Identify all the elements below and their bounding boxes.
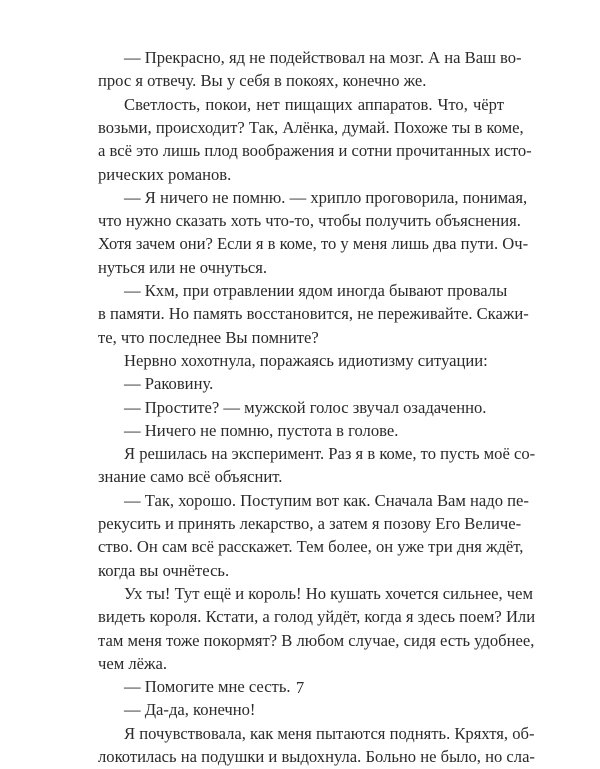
text-line: там меня тоже покормят? В любом случае, сидя есть удобнее, — [98, 630, 535, 650]
text-line: видеть короля. Кстати, а голод уйдёт, когда я здесь поем? Или — [98, 607, 536, 627]
text-line: — Помогите мне сесть. — [124, 677, 291, 697]
text-line: рических романов. — [98, 164, 232, 184]
text-line: Я почувствовала, как меня пытаются поднять. Кряхтя, об- — [124, 723, 535, 743]
text-line: Хотя зачем они? Если я в коме, то у меня лишь два пути. Оч- — [98, 234, 529, 254]
text-line: рекусить и принять лекарство, а затем я позову Его Величе- — [98, 514, 522, 533]
text-line: возьми, происходит? Так, Алёнка, думай. Похоже ты в коме, — [98, 117, 524, 137]
text-line: — Да-да, конечно! — [124, 700, 256, 720]
text-line: локотилась на подушки и выдохнула. Больно не было, но сла- — [98, 747, 535, 766]
text-line: те, что последнее Вы помните? — [98, 327, 319, 347]
text-line: Светлость, покои, нет пищащих аппаратов. Что, чёрт — [124, 94, 504, 114]
text-line: — Так, хорошо. Поступим вот как. Сначала Вам надо пе- — [124, 490, 529, 510]
text-line: что нужно сказать хоть что-то, чтобы получить объяснения. — [98, 211, 521, 231]
text-line: прос я отвечу. Вы у себя в покоях, конечно же. — [98, 71, 427, 91]
text-line: Нервно хохотнула, поражаясь идиотизму ситуации: — [124, 350, 488, 370]
text-line: — Ничего не помню, пустота в голове. — [124, 420, 399, 440]
text-line: в памяти. Но память восстановится, не переживайте. Скажи- — [98, 304, 529, 324]
text-line: чем лёжа. — [98, 653, 167, 673]
text-line: когда вы очнётесь. — [98, 560, 230, 580]
text-line: — Прекрасно, яд не подействовал на мозг. А на Ваш во- — [124, 48, 522, 67]
text-line: — Раковину. — [124, 374, 214, 394]
text-line: — Простите? — мужской голос звучал озадаченно. — [124, 397, 487, 417]
text-line: нуться или не очнуться. — [98, 257, 268, 277]
text-line: ство. Он сам всё расскажет. Тем более, он уже три дня ждёт, — [98, 537, 524, 557]
text-line: а всё это лишь плод воображения и сотни прочитанных исто- — [98, 141, 532, 161]
text-line: знание само всё объяснит. — [98, 467, 283, 487]
page-number: 7 — [295, 678, 305, 697]
text-line: — Кхм, при отравлении ядом иногда бывают провалы — [124, 281, 508, 300]
text-line: — Я ничего не помню. — хрипло проговорила, понимая, — [124, 187, 528, 207]
text-line: Я решилась на эксперимент. Раз я в коме, то пусть моё со- — [124, 444, 536, 464]
text-line: Ух ты! Тут ещё и король! Но кушать хочется сильнее, чем — [124, 583, 533, 603]
